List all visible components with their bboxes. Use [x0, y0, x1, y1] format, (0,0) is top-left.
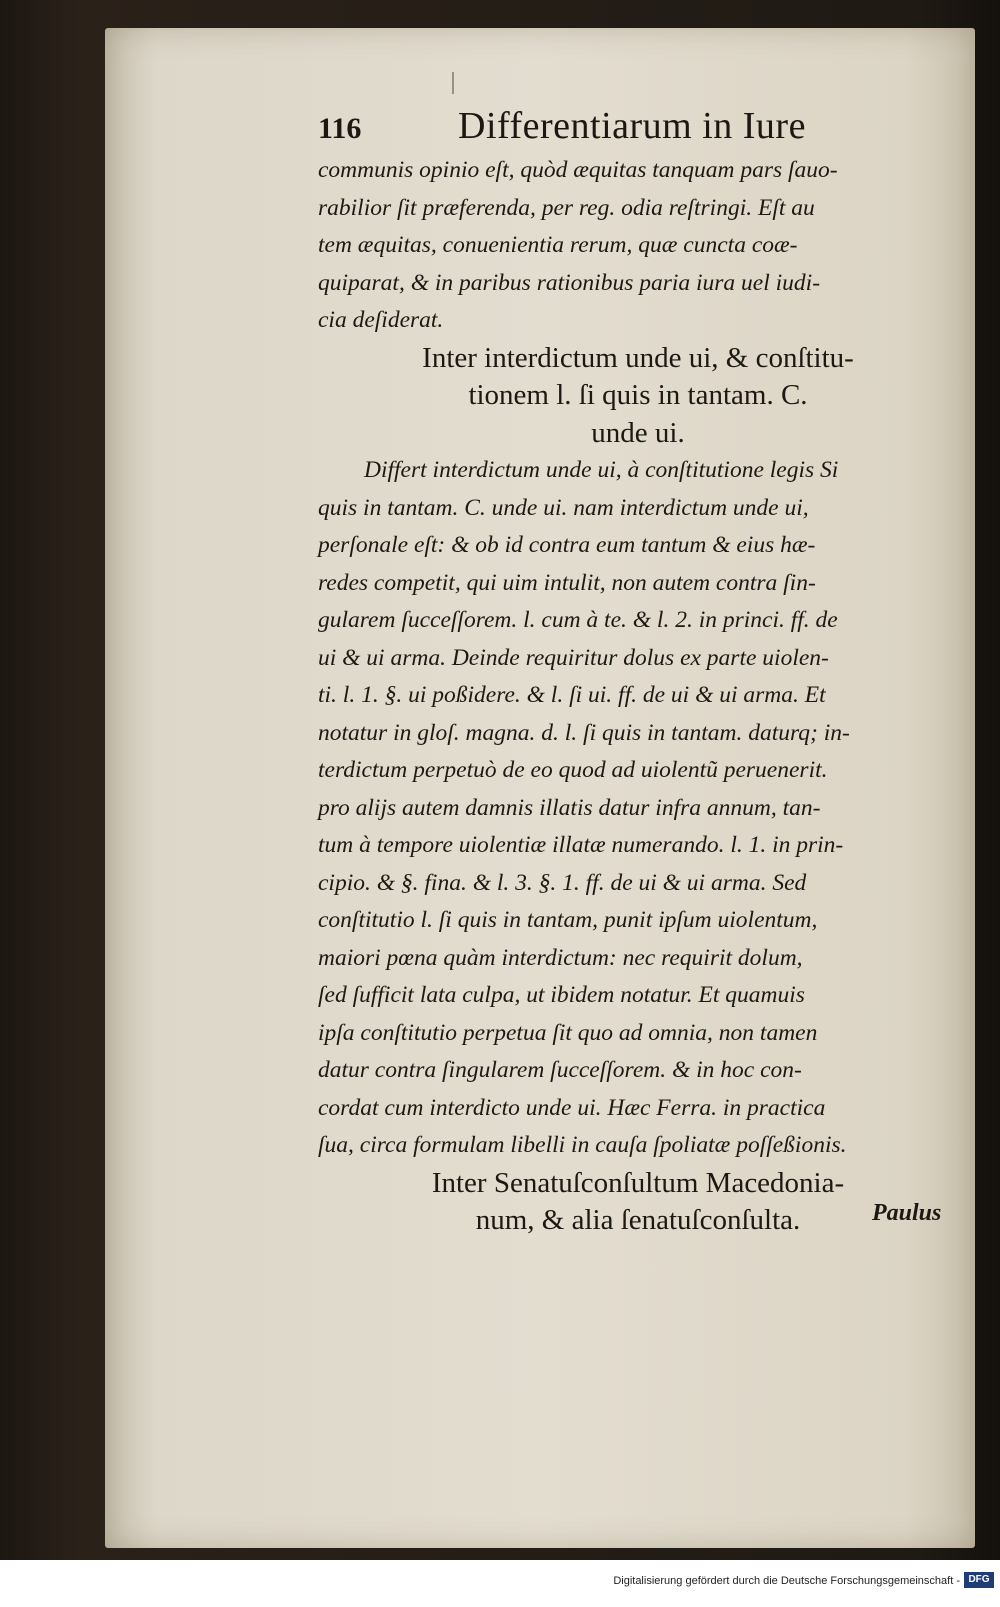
page-header — [318, 104, 878, 154]
text-line: redes competit, qui uim intulit, non autem contra ſin- — [318, 569, 816, 596]
section-heading-line: Inter interdictum unde ui, & conſtitu- — [422, 341, 854, 374]
text-line: tem æquitas, conuenientia rerum, quæ cuncta coæ- — [318, 232, 798, 258]
text-line: conſtitutio l. ſi quis in tantam, punit ipſum uiolentum, — [318, 907, 818, 933]
body-text — [318, 152, 958, 1240]
text-line: terdictum perpetuò de eo quod ad uiolentũ peruenerit. — [318, 757, 828, 783]
text-line: maiori pœna quàm interdictum: nec requirit dolum, — [318, 944, 803, 971]
catchword: Paulus — [872, 1200, 942, 1226]
text-line: quis in tantam. C. unde ui. nam interdictum unde ui, — [318, 494, 809, 521]
text-line: ui & ui arma. Deinde requiritur dolus ex parte uiolen- — [318, 644, 829, 671]
section-heading-line: num, & alia ſenatuſconſulta. — [475, 1204, 801, 1236]
page-edge-mark — [452, 72, 454, 94]
running-title: Differentiarum in Iure — [458, 105, 806, 147]
footer-credit: Digitalisierung gefördert durch die Deutsche Forschungsgemeinschaft - — [613, 1575, 960, 1587]
section-heading-line: tionem l. ſi quis in tantam. C. — [468, 379, 808, 411]
text-line: ſed ſufficit lata culpa, ut ibidem notatur. Et quamuis — [318, 982, 805, 1008]
folio-number: 116 — [318, 112, 362, 145]
section-heading-line: unde ui. — [591, 416, 685, 449]
text-line: datur contra ſingularem ſucceſſorem. & in hoc con- — [318, 1057, 802, 1083]
dfg-logo-icon: DFG — [964, 1572, 994, 1588]
text-line: tum à tempore uiolentiæ illatæ numerando. l. 1. in prin- — [318, 832, 844, 858]
text-line: quiparat, & in paribus rationibus paria iura uel iudi- — [318, 269, 821, 296]
text-line: Differt interdictum unde ui, à conſtitutione legis Si — [364, 457, 839, 483]
text-line: cipio. & §. fina. & l. 3. §. 1. ff. de ui & ui arma. Sed — [318, 869, 807, 896]
text-line: ipſa conſtitutio perpetua ſit quo ad omnia, non tamen — [318, 1019, 818, 1046]
footer-bar — [0, 1560, 1000, 1607]
text-line: ſua, circa formulam libelli in cauſa ſpoliatæ poſſeßionis. — [318, 1132, 847, 1158]
section-heading-line: Inter Senatuſconſultum Macedonia- — [431, 1166, 845, 1199]
text-line: perſonale eſt: & ob id contra eum tantum & eius hæ- — [318, 532, 816, 558]
text-line: pro alijs autem damnis illatis datur infra annum, tan- — [318, 794, 821, 821]
text-line: ti. l. 1. §. ui poßidere. & l. ſi ui. ff. de ui & ui arma. Et — [318, 682, 826, 708]
text-line: rabilior ſit præferenda, per reg. odia reſtringi. Eſt au — [318, 194, 815, 221]
text-line: communis opinio eſt, quòd æquitas tanquam pars ſauo- — [318, 157, 838, 183]
text-line: cia deſiderat. — [318, 307, 444, 333]
text-line: notatur in gloſ. magna. d. l. ſi quis in tantam. daturq; in- — [318, 719, 850, 746]
text-line: gularem ſucceſſorem. l. cum à te. & l. 2. in princi. ff. de — [318, 607, 838, 633]
text-line: cordat cum interdicto unde ui. Hæc Ferra. in practica — [318, 1094, 826, 1121]
